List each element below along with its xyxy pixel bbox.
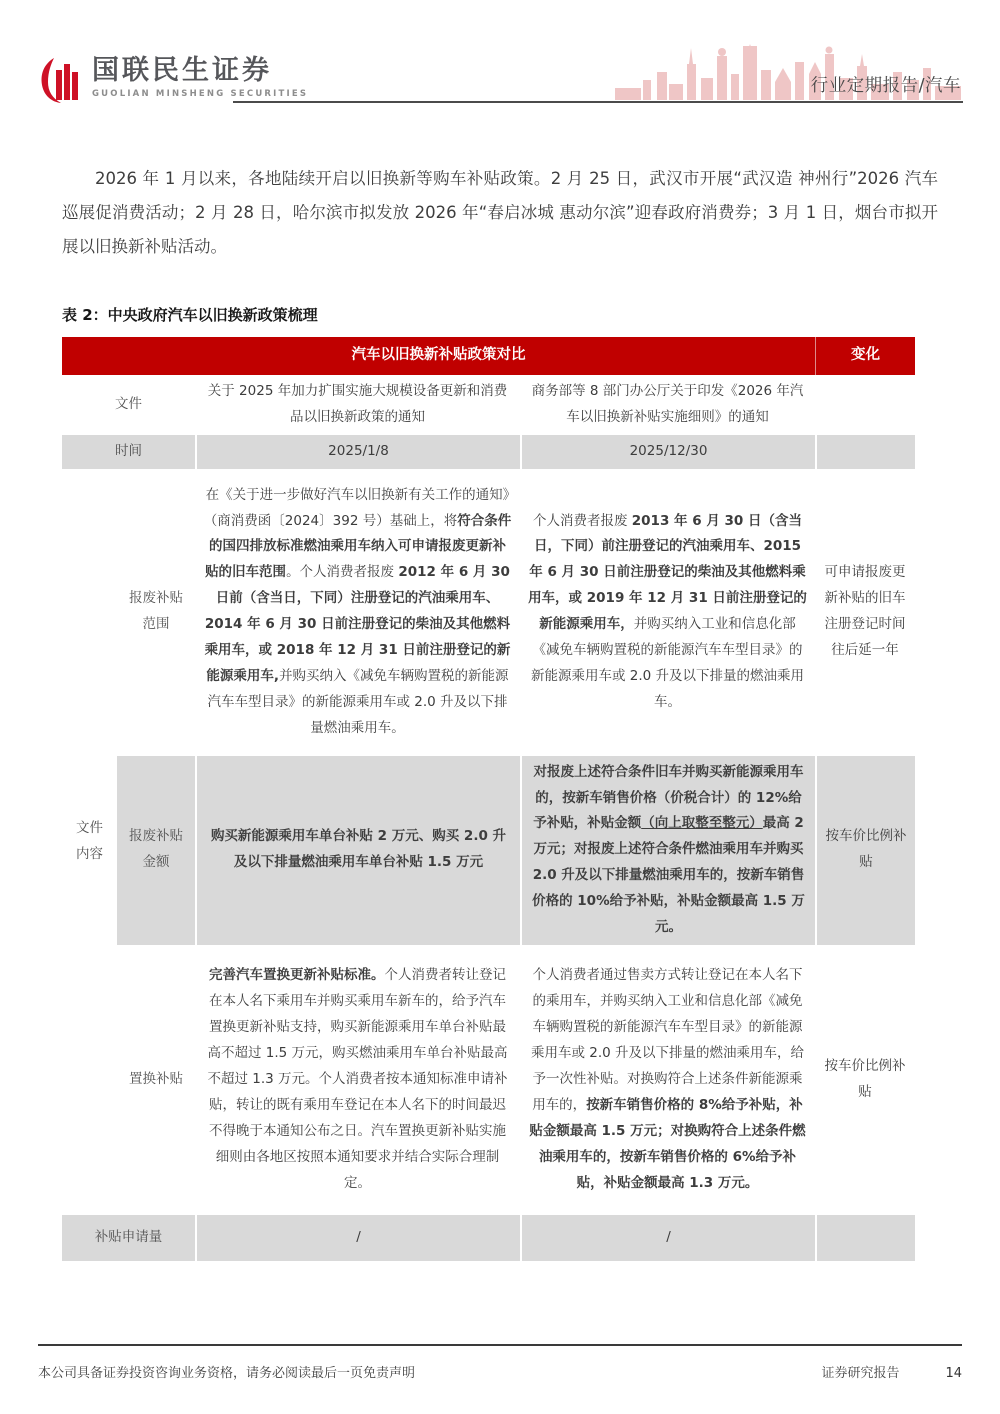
brand-name-cn: 国联民生证券 xyxy=(92,55,272,86)
brand-logo xyxy=(40,56,308,104)
scrap-amount-2026-cell: 对报废上述符合条件旧车并购买新能源乘用车的，按新车销售价格（价税合计）的 12%给予补贴，补贴金额（向上取整至整元）最高 2 万元；对报废上述符合条件燃油乘用车并购买 2.0 升及以下排量燃油乘用车的，按新车销售价格的 10%给予补贴，补贴金额最高 1.5 万元。 xyxy=(520,756,815,945)
file-change-cell xyxy=(815,375,915,435)
table-row-time xyxy=(62,435,915,469)
scrap-amount-change-cell: 按车价比例补贴 xyxy=(815,756,915,945)
replace-2026-cell: 个人消费者通过售卖方式转让登记在本人名下的乘用车，并购买纳入工业和信息化部《减免车辆购置税的新能源汽车车型目录》的新能源乘用车或 2.0 升及以下排量的燃油乘用车，给予一次性补贴。对换购符合上述条件新能源乘用车的，按新车销售价格的 8%给予补贴，补贴金额最高 1.5 万元；对换购符合上述条件燃油乘用车的，按新车销售价格的 6%给予补贴，补贴金额最高 1.3 万元。 xyxy=(529,967,806,1191)
page-footer xyxy=(38,1344,962,1381)
row-label-content: 文件内容 xyxy=(76,819,103,862)
brand-name-en: GUOLIAN MINSHENG SECURITIES xyxy=(92,88,309,99)
scrap-scope-2026-cell: 个人消费者报废 2013 年 6 月 30 日（含当日，下同）前注册登记的汽油乘用车、2015 年 6 月 30 日前注册登记的柴油及其他燃料乘用车，或 2019 年 12 月 31 日前注册登记的新能源乘用车，并购买纳入工业和信息化部《减免车辆购置税的新能源汽车车型目录》的新能源乘用车或 2.0 升及以下排量的燃油乘用车。 xyxy=(528,512,807,710)
time-2026-cell: 2025/12/30 xyxy=(520,435,815,469)
file-2026-cell: 商务部等 8 部门办公厅关于印发《2026 年汽车以旧换新补贴实施细则》的通知 xyxy=(531,382,804,425)
table-title: 表 2：中央政府汽车以旧换新政策梳理 xyxy=(62,305,318,324)
replace-2025-cell: 完善汽车置换更新补贴标准。个人消费者转让登记在本人名下乘用车并购买乘用车新车的，给予汽车置换更新补贴支持，购买新能源乘用车单台补贴最高不超过 1.5 万元，购买燃油乘用车单台补贴最高不超过 1.3 万元。个人消费者按本通知标准申请补贴，转让的既有乘用车登记在本人名下的时间最迟不得晚于本通知公布之日。汽车置换更新补贴实施细则由各地区按照本通知要求并结合实际合理制定。 xyxy=(207,967,508,1191)
page-content xyxy=(62,110,938,1261)
page-number: 14 xyxy=(945,1366,962,1381)
report-type-label: 行业定期报告/汽车 xyxy=(810,76,961,96)
table-row-scrap-scope xyxy=(62,469,915,756)
applications-2026-cell: / xyxy=(520,1215,815,1261)
scrap-amount-2025-cell: 购买新能源乘用车单台补贴 2 万元、购买 2.0 升及以下排量燃油乘用车单台补贴 1.5 万元 xyxy=(195,756,520,945)
table-row-scrap-amount xyxy=(62,756,915,945)
time-2025-cell: 2025/1/8 xyxy=(195,435,520,469)
table-header-row xyxy=(62,337,915,375)
header-divider xyxy=(233,101,963,103)
row-label-scrap-scope: 报废补贴范围 xyxy=(129,590,183,633)
footer-right xyxy=(821,1362,962,1381)
brand-text xyxy=(92,56,308,99)
applications-2025-cell: / xyxy=(195,1215,520,1261)
time-change-cell xyxy=(815,435,915,469)
row-label-replace: 置换补贴 xyxy=(129,1071,183,1088)
row-label-applications: 补贴申请量 xyxy=(62,1215,195,1261)
table-header-main: 汽车以旧换新补贴政策对比 xyxy=(62,337,815,375)
row-label-time: 时间 xyxy=(62,435,195,469)
table-row-file xyxy=(62,375,915,435)
row-label-file: 文件 xyxy=(115,395,142,412)
guolian-logo-icon xyxy=(40,56,82,104)
table-row-replace xyxy=(62,945,915,1215)
footer-report-type: 证券研究报告 xyxy=(821,1366,900,1381)
footer-disclaimer: 本公司具备证券投资咨询业务资格，请务必阅读最后一页免责声明 xyxy=(38,1366,416,1381)
replace-change-cell: 按车价比例补贴 xyxy=(824,1058,906,1101)
table-header-change: 变化 xyxy=(815,337,915,375)
scrap-scope-2025-cell: 在《关于进一步做好汽车以旧换新有关工作的通知》（商消费函〔2024〕392 号）基础上，将符合条件的国四排放标准燃油乘用车纳入可申请报废更新补贴的旧车范围。个人消费者报废 2012 年 6 月 30 日前（含当日，下同）注册登记的汽油乘用车、2014 年 6 月 30 日前注册登记的柴油及其他燃料乘用车，或 2018 年 12 月 31 日前注册登记的新能源乘用车,并购买纳入《减免车辆购置税的新能源汽车车型目录》的新能源乘用车或 2.0 升及以下排量燃油乘用车。 xyxy=(203,486,512,736)
table-row-applications xyxy=(62,1215,915,1261)
applications-change-cell xyxy=(815,1215,915,1261)
policy-comparison-table xyxy=(62,337,915,1261)
page-header xyxy=(0,0,1000,110)
row-label-scrap-amount: 报废补贴金额 xyxy=(117,756,195,945)
intro-paragraph: 2026 年 1 月以来，各地陆续开启以旧换新等购车补贴政策。2 月 25 日，武汉市开展“武汉造 神州行”2026 汽车巡展促消费活动；2 月 28 日，哈尔滨市拟发放 2026 年“春启冰城 惠动尔滨”迎春政府消费券；3 月 1 日，烟台市拟开展以旧换新补贴活动。 xyxy=(62,169,938,256)
scrap-scope-change-cell: 可申请报废更新补贴的旧车注册登记时间往后延一年 xyxy=(824,564,906,659)
file-2025-cell: 关于 2025 年加力扩围实施大规模设备更新和消费品以旧换新政策的通知 xyxy=(207,382,508,425)
